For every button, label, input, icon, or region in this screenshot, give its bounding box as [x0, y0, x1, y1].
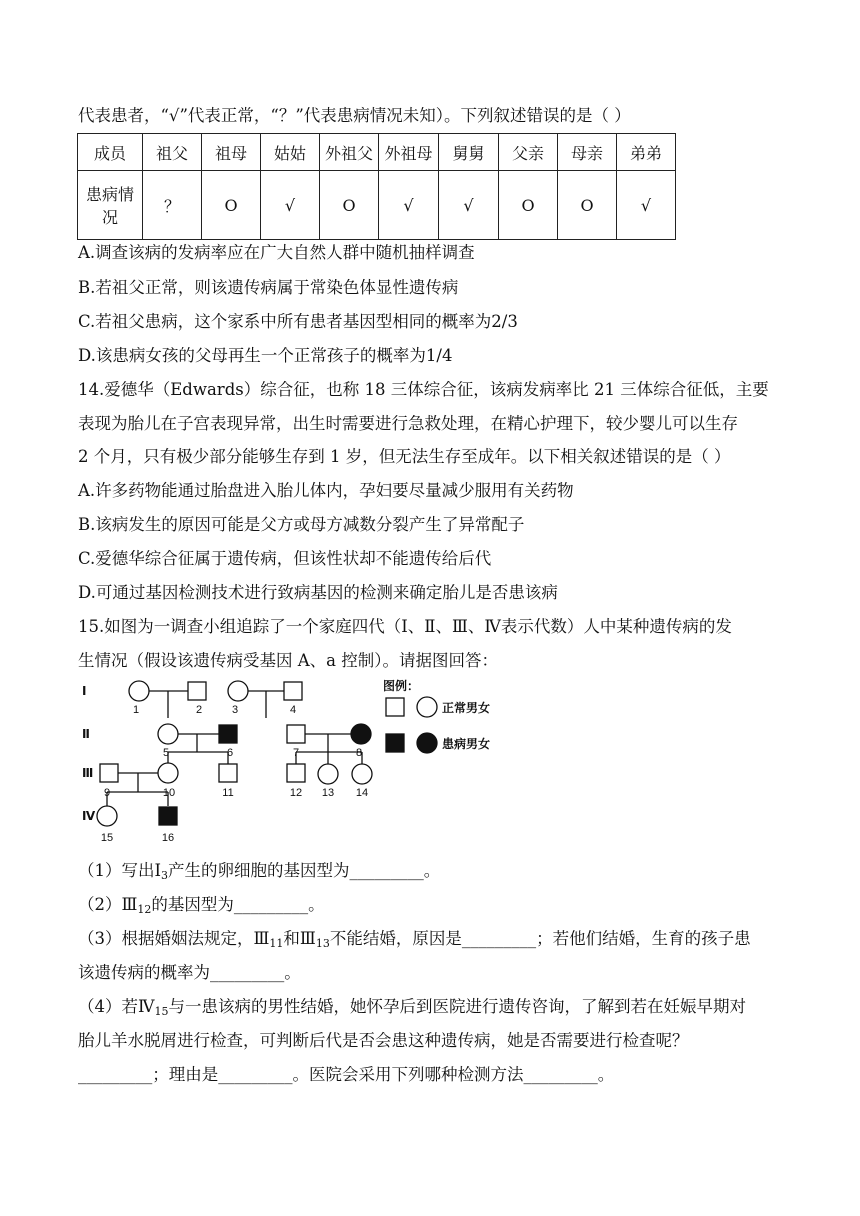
subscript: 3 [161, 869, 169, 882]
female-normal-10 [158, 763, 178, 783]
male-normal-7 [287, 725, 305, 743]
male-normal-9 [100, 764, 118, 782]
generation-label: Ⅰ [82, 684, 87, 698]
table-cell: 外祖母 [379, 134, 439, 171]
individual-id: 3 [231, 704, 239, 716]
male-normal-4 [284, 682, 302, 700]
option-b: B.若祖父正常，则该遗传病属于常染色体显性遗传病 [78, 278, 459, 297]
female-normal-15 [97, 806, 117, 826]
table-cell: 父亲 [499, 134, 558, 171]
q1-text: （1）写出Ⅰ [78, 861, 162, 880]
option-a: A.许多药物能通过胎盘进入胎儿体内，孕妇要尽量减少服用有关药物 [78, 481, 574, 500]
table-cell: 外祖父 [320, 134, 379, 171]
q14-stem-line: 2 个月，只有极少部分能够生存到 1 岁，但无法生存至成年。以下相关叙述错误的是（ ） [78, 447, 731, 466]
table-cell: 弟弟 [617, 134, 676, 171]
table-cell: 姑姑 [261, 134, 320, 171]
legend-affected-female-icon [417, 733, 437, 753]
individual-id: 11 [222, 787, 234, 799]
table-cell: O [202, 171, 261, 240]
q3-text: 和Ⅲ [283, 929, 316, 948]
individual-id: 8 [355, 747, 363, 759]
member-table [77, 133, 676, 240]
pedigree-chart [78, 676, 548, 848]
table-row [78, 171, 676, 240]
legend-normal-female-icon [417, 697, 437, 717]
table-row-label [78, 171, 143, 240]
row-label-line: 患病情 [85, 185, 134, 204]
q2-text: 的基因型为_________。 [151, 895, 325, 914]
option-c: C.爱德华综合征属于遗传病，但该性状却不能遗传给后代 [78, 549, 492, 568]
female-normal-13 [318, 764, 338, 784]
option-d: D.该患病女孩的父母再生一个正常孩子的概率为1/4 [78, 346, 453, 365]
table-cell: O [499, 171, 558, 240]
intro-line: 代表患者，“√”代表正常，“？”代表患病情况未知）。下列叙述错误的是（ ） [78, 106, 631, 125]
q4-text: 与一患该病的男性结婚，她怀孕后到医院进行遗传咨询，了解到若在妊娠早期对 [168, 997, 746, 1016]
legend-affected-male-icon [386, 734, 404, 752]
subquestion-3 [78, 929, 751, 954]
legend-title: 图例： [383, 679, 420, 693]
option-b: B.该病发生的原因可能是父方或母方减数分裂产生了异常配子 [78, 515, 525, 534]
q2-text: （2）Ⅲ [78, 895, 138, 914]
table-cell: O [558, 171, 617, 240]
q14-stem-line: 14.爱德华（Edwards）综合征，也称 18 三体综合征，该病发病率比 21 三体综合征低，主要 [78, 380, 769, 399]
subquestion-4 [78, 997, 746, 1022]
table-row [78, 134, 676, 171]
subquestion-4-line3: _________；理由是_________。医院会采用下列哪种检测方法_________。 [78, 1065, 615, 1084]
legend [383, 678, 490, 753]
subscript: 13 [315, 937, 330, 950]
table-cell: 母亲 [558, 134, 617, 171]
individual-id: 16 [161, 832, 175, 844]
option-c: C.若祖父患病，这个家系中所有患者基因型相同的概率为2/3 [78, 312, 518, 331]
male-normal-2 [188, 682, 206, 700]
female-normal-3 [228, 681, 248, 701]
table-cell: √ [261, 171, 320, 240]
q15-stem-line: 生情况（假设该遗传病受基因 A、a 控制）。请据图回答： [78, 651, 498, 670]
table-cell: √ [379, 171, 439, 240]
q14-stem-line: 表现为胎儿在子宫表现异常，出生时需要进行急救处理，在精心护理下，较少婴儿可以生存 [78, 414, 738, 433]
pedigree-symbols [97, 681, 372, 826]
table-cell: ？ [143, 171, 202, 240]
individual-id: 5 [162, 747, 170, 759]
q1-text: 产生的卵细胞的基因型为_________。 [168, 861, 441, 880]
subquestion-2 [78, 895, 325, 920]
female-affected-8 [351, 724, 371, 744]
option-d: D.可通过基因检测技术进行致病基因的检测来确定胎儿是否患该病 [78, 583, 558, 602]
table-cell: √ [439, 171, 499, 240]
male-affected-16 [159, 807, 177, 825]
subscript: 11 [269, 937, 284, 950]
subquestion-1 [78, 861, 440, 886]
table-cell: 祖母 [202, 134, 261, 171]
row-label-line: 况 [101, 208, 118, 227]
individual-id: 14 [355, 787, 369, 799]
subquestion-3-line2: 该遗传病的概率为_________。 [78, 963, 301, 982]
q4-text: （4）若Ⅳ [78, 997, 155, 1016]
male-affected-6 [219, 725, 237, 743]
individual-id: 15 [100, 832, 114, 844]
generation-label: Ⅲ [82, 766, 94, 780]
table-cell: 舅舅 [439, 134, 499, 171]
generation-label: Ⅱ [82, 727, 90, 741]
female-normal-14 [352, 764, 372, 784]
individual-id: 13 [321, 787, 335, 799]
subquestion-4-line2: 胎儿羊水脱屑进行检查，可判断后代是否会患这种遗传病，她是否需要进行检查呢？ [78, 1031, 689, 1050]
generation-label: Ⅳ [82, 809, 96, 823]
individual-id: 2 [195, 704, 203, 716]
table-cell: √ [617, 171, 676, 240]
table-cell: O [320, 171, 379, 240]
table-header-label: 成员 [78, 134, 143, 171]
individual-id: 6 [226, 747, 234, 759]
individual-id: 9 [103, 787, 111, 799]
legend-affected-label: 患病男女 [442, 737, 491, 751]
q3-text: 不能结婚，原因是_________；若他们结婚，生育的孩子患 [329, 929, 751, 948]
female-normal-5 [158, 724, 178, 744]
male-normal-11 [219, 764, 237, 782]
q15-stem-line: 15.如图为一调查小组追踪了一个家庭四代（Ⅰ、Ⅱ、Ⅲ、Ⅳ表示代数）人中某种遗传病的发 [78, 617, 732, 636]
individual-id: 10 [162, 787, 176, 799]
individual-id: 4 [289, 704, 297, 716]
subscript: 15 [154, 1005, 169, 1018]
male-normal-12 [287, 764, 305, 782]
individual-id: 12 [289, 787, 303, 799]
table-cell: 祖父 [143, 134, 202, 171]
individual-id: 7 [292, 747, 300, 759]
legend-normal-label: 正常男女 [442, 701, 491, 715]
subscript: 12 [137, 903, 152, 916]
option-a: A.调查该病的发病率应在广大自然人群中随机抽样调查 [78, 243, 475, 262]
individual-id: 1 [132, 704, 140, 716]
q3-text: （3）根据婚姻法规定，Ⅲ [78, 929, 270, 948]
female-normal-1 [129, 681, 149, 701]
legend-normal-male-icon [386, 698, 404, 716]
